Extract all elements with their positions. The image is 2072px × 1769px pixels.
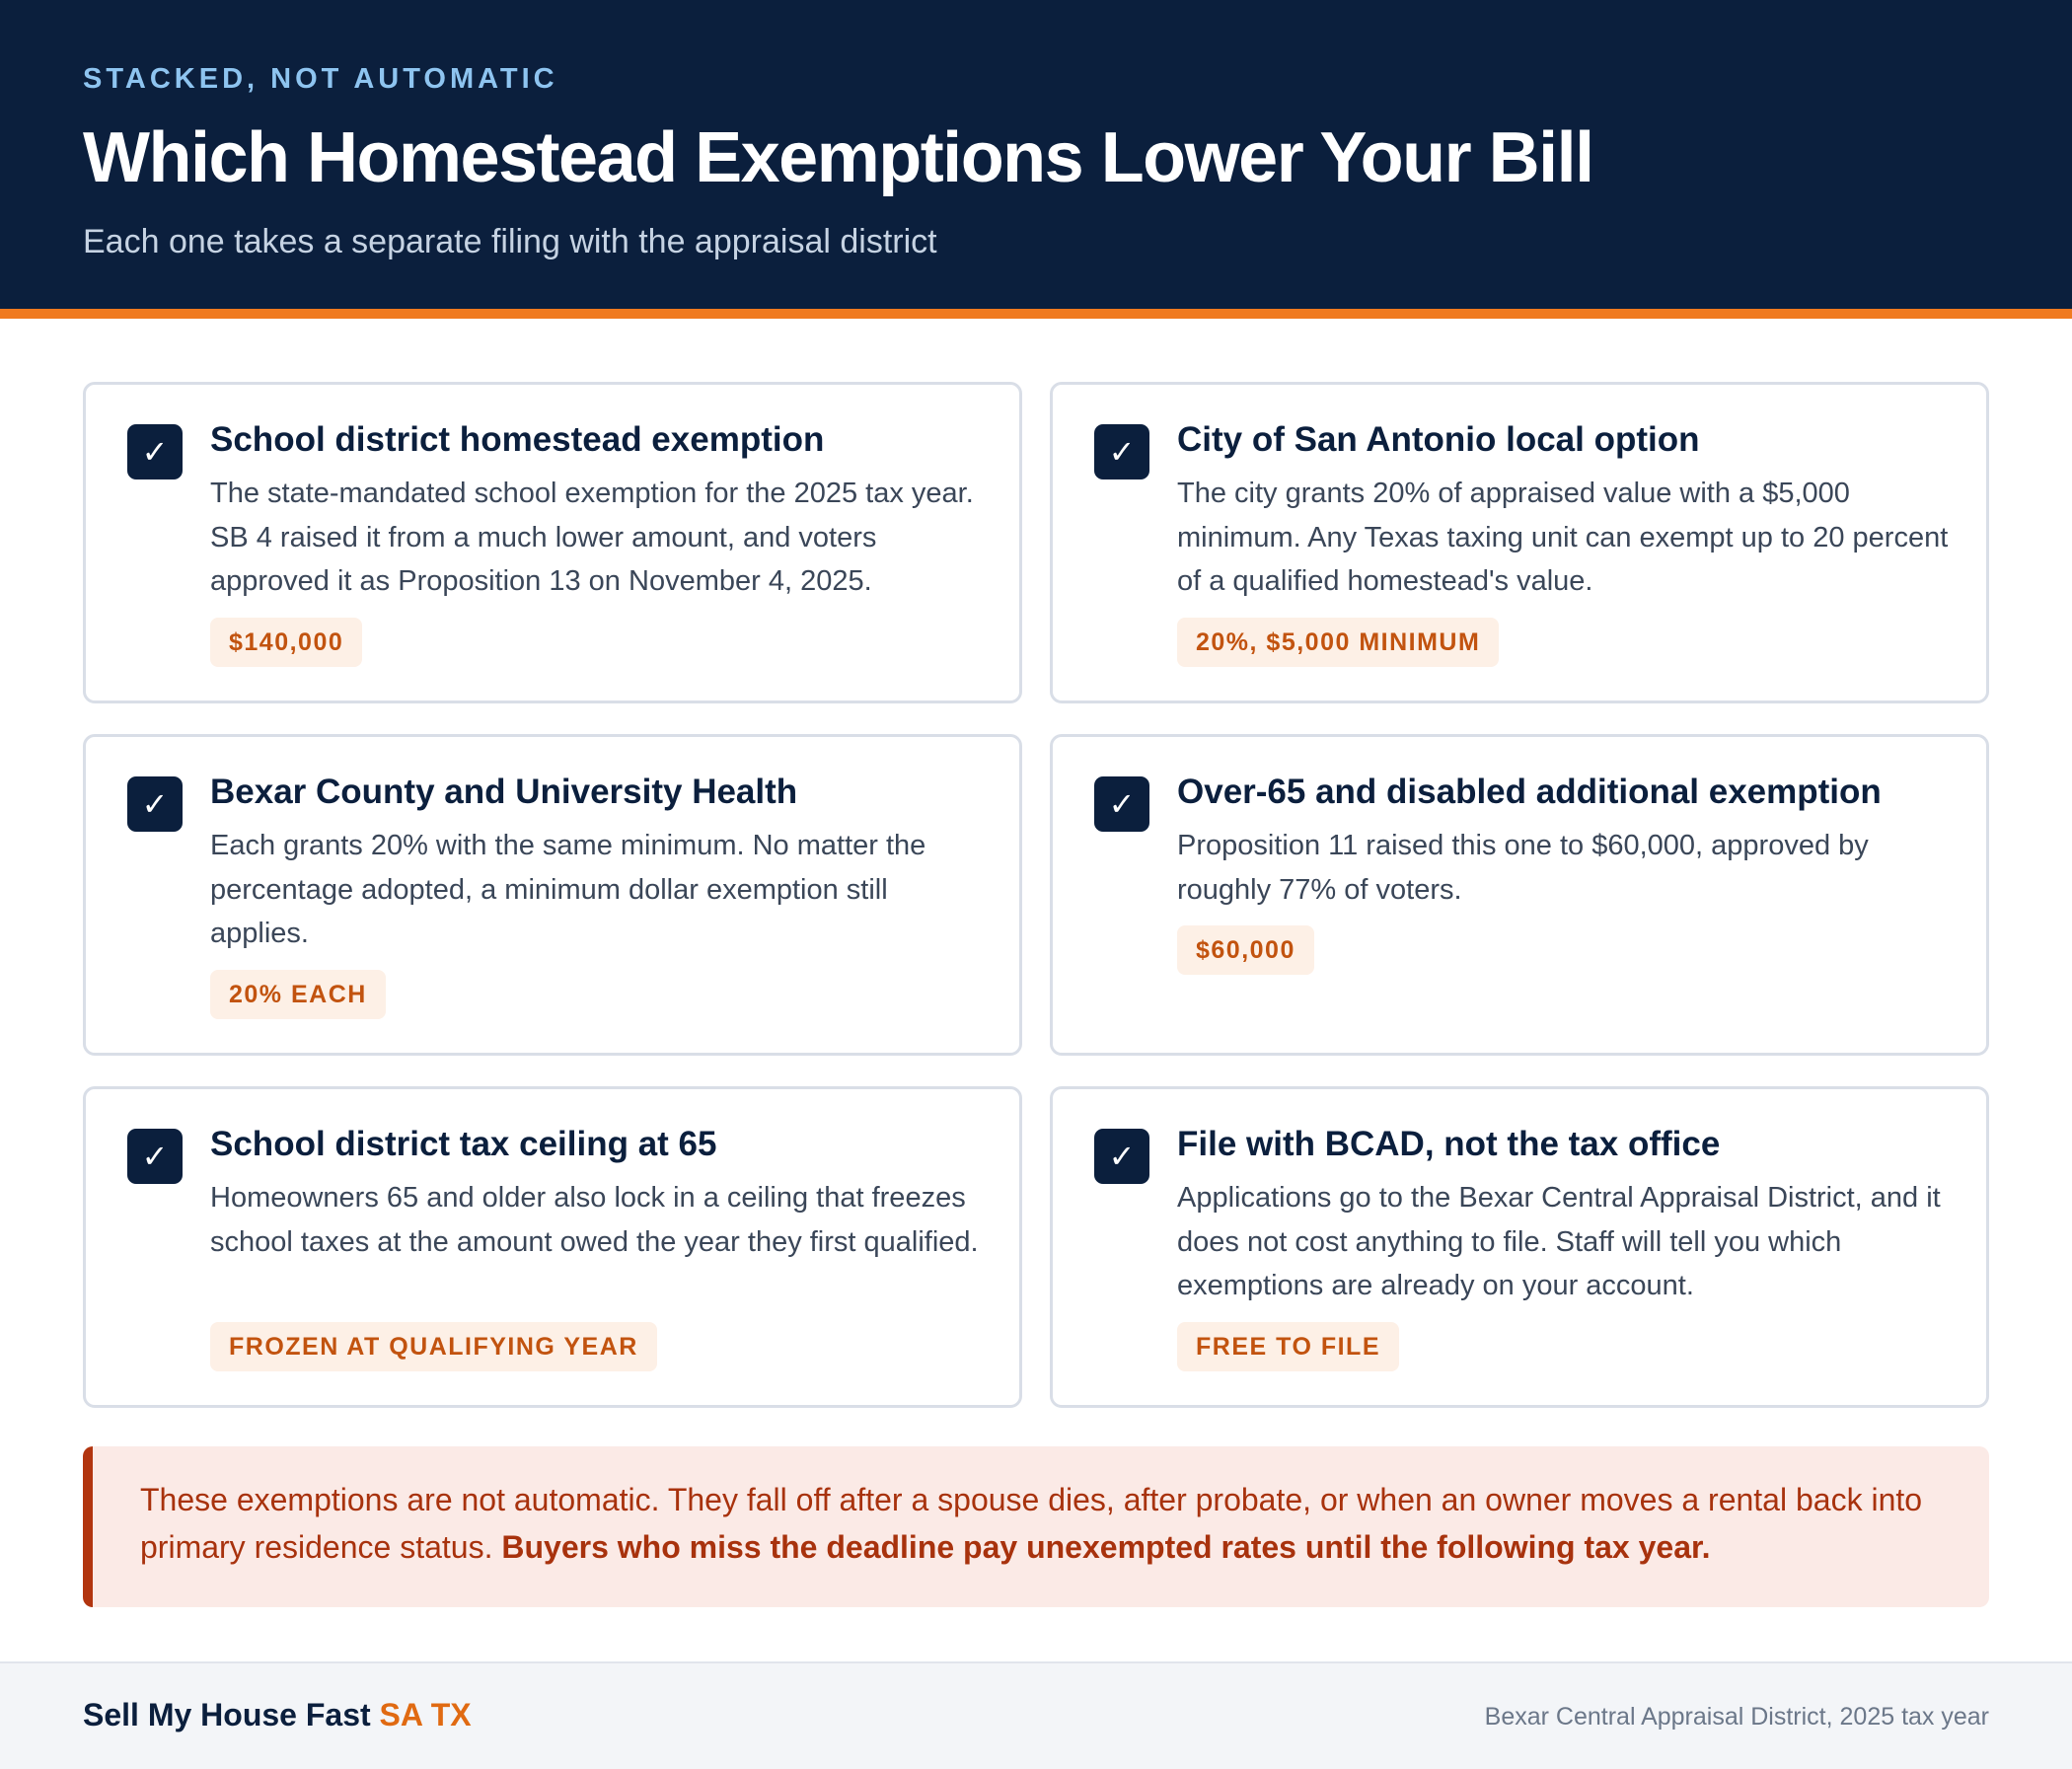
page-title: Which Homestead Exemptions Lower Your Bill xyxy=(83,118,1593,197)
check-icon: ✓ xyxy=(1094,424,1149,479)
amount-tag: 20% EACH xyxy=(210,970,386,1019)
card-title: File with BCAD, not the tax office xyxy=(1177,1125,1721,1163)
header-banner xyxy=(0,0,2072,309)
card-body: Each grants 20% with the same minimum. No matter the percentage adopted, a minimum dollar exemption still applies. xyxy=(210,830,926,949)
amount-tag: FROZEN AT QUALIFYING YEAR xyxy=(210,1322,657,1371)
exemption-card-city-san-antonio xyxy=(1050,382,1989,703)
page-subtitle: Each one takes a separate filing with the appraisal district xyxy=(83,223,937,260)
exemption-card-file-with-bcad xyxy=(1050,1086,1989,1408)
brand-logo xyxy=(83,1697,472,1733)
card-body: The city grants 20% of appraised value with a $5,000 minimum. Any Texas taxing unit can exempt up to 20 percent of a qualified homestead's value. xyxy=(1177,478,1949,597)
amount-tag: $140,000 xyxy=(210,618,362,667)
exemption-card-tax-ceiling xyxy=(83,1086,1022,1408)
warning-callout xyxy=(83,1446,1989,1607)
card-title: School district tax ceiling at 65 xyxy=(210,1125,717,1163)
card-body: Proposition 11 raised this one to $60,000, approved by roughly 77% of voters. xyxy=(1177,830,1869,906)
exemption-card-bexar-county xyxy=(83,734,1022,1056)
check-icon: ✓ xyxy=(1094,776,1149,832)
footer xyxy=(0,1661,2072,1769)
exemption-card-over-65 xyxy=(1050,734,1989,1056)
callout-emphasis: Buyers who miss the deadline pay unexempted rates until the following tax year. xyxy=(501,1529,1711,1565)
card-title: City of San Antonio local option xyxy=(1177,420,1700,459)
amount-tag: FREE TO FILE xyxy=(1177,1322,1399,1371)
brand-accent: SA TX xyxy=(379,1697,472,1732)
kicker-label: STACKED, NOT AUTOMATIC xyxy=(83,63,558,95)
card-body: Applications go to the Bexar Central Appraisal District, and it does not cost anything to file. Staff will tell you which exemptions are already on your account. xyxy=(1177,1182,1941,1301)
header-accent-bar xyxy=(0,309,2072,319)
card-title: Bexar County and University Health xyxy=(210,773,798,811)
card-title: School district homestead exemption xyxy=(210,420,825,459)
check-icon: ✓ xyxy=(127,776,183,832)
exemption-card-school-district xyxy=(83,382,1022,703)
card-body: Homeowners 65 and older also lock in a ceiling that freezes school taxes at the amount owed the year they first qualified. xyxy=(210,1182,979,1258)
card-body: The state-mandated school exemption for the 2025 tax year. SB 4 raised it from a much lower amount, and voters approved it as Proposition 13 on November 4, 2025. xyxy=(210,478,974,597)
check-icon: ✓ xyxy=(1094,1129,1149,1184)
card-title: Over-65 and disabled additional exemption xyxy=(1177,773,1882,811)
brand-name: Sell My House Fast xyxy=(83,1697,371,1732)
amount-tag: 20%, $5,000 MINIMUM xyxy=(1177,618,1499,667)
check-icon: ✓ xyxy=(127,1129,183,1184)
source-note: Bexar Central Appraisal District, 2025 tax year xyxy=(1484,1703,1989,1731)
check-icon: ✓ xyxy=(127,424,183,479)
callout-text: These exemptions are not automatic. They fall off after a spouse dies, after probate, or when an owner moves a rental back into primary residence status. xyxy=(140,1482,1923,1565)
amount-tag: $60,000 xyxy=(1177,925,1314,975)
